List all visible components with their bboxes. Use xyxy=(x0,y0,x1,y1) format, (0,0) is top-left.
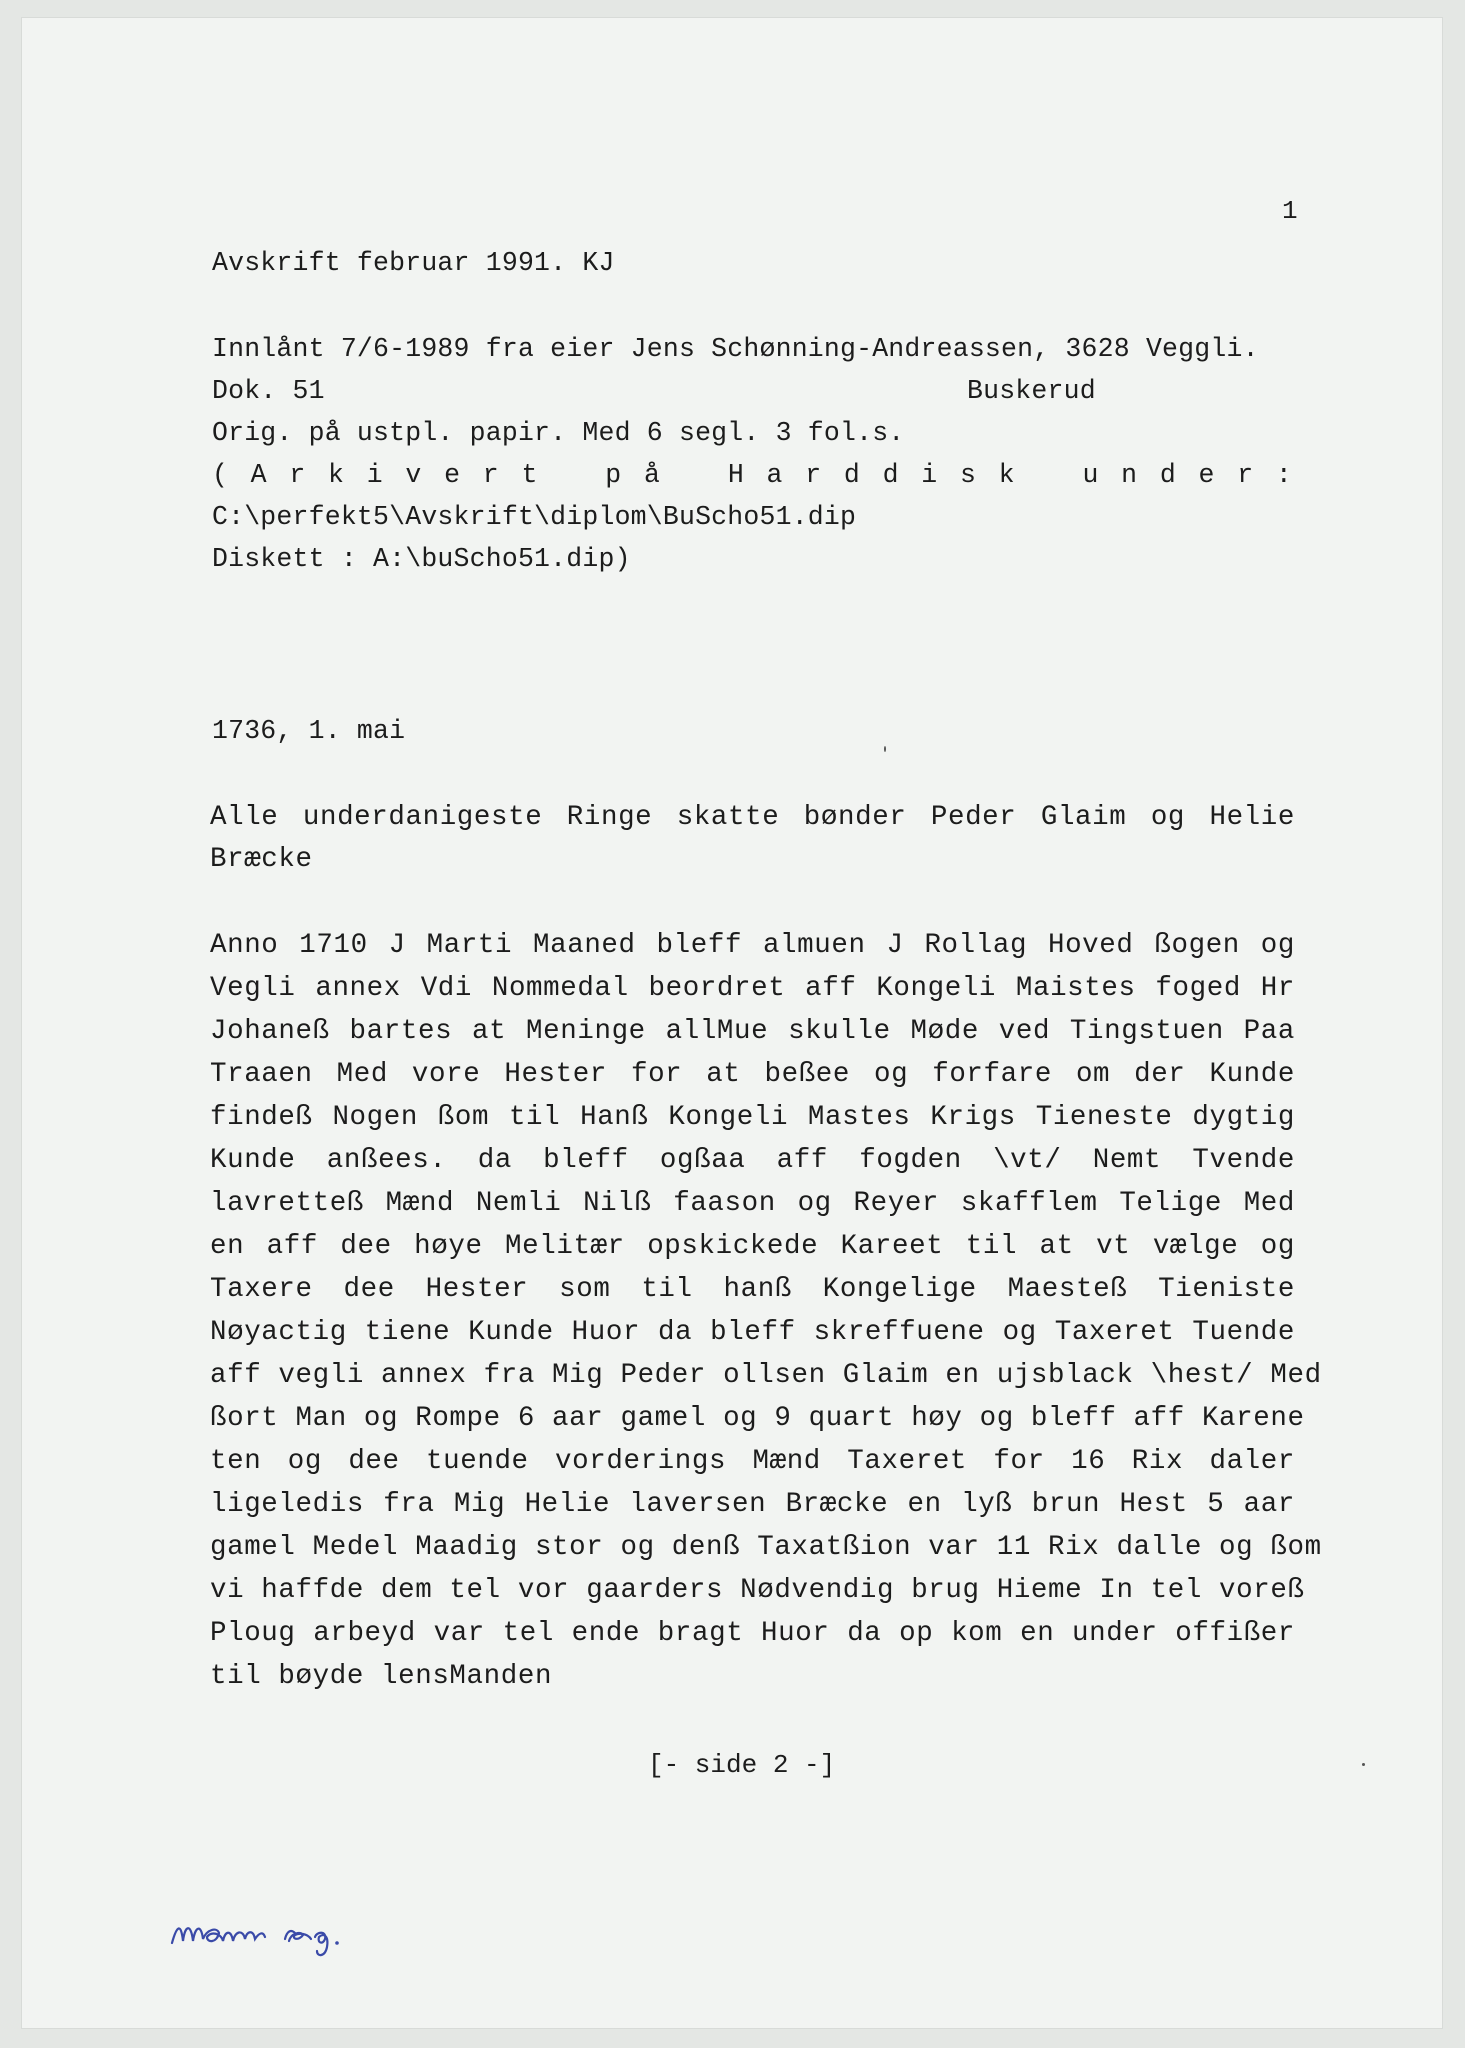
body-line: ligeledis fra Mig Helie laversen Bræcke en lyß brun Hest 5 aar xyxy=(210,1489,1295,1520)
body-line: ßort Man og Rompe 6 aar gamel og 9 quart høy og bleff aff Karene xyxy=(210,1403,1305,1434)
handwritten-annotation xyxy=(167,1903,417,1963)
doc-label: Dok. 51 xyxy=(212,376,325,406)
archive-path: C:\perfekt5\Avskrift\diplom\BuScho51.dip xyxy=(212,502,857,532)
body-line: Johaneß bartes at Meninge allMue skulle Møde ved Tingstuen Paa xyxy=(210,1016,1295,1047)
title-line: Bræcke xyxy=(210,844,313,875)
body-line: aff vegli annex fra Mig Peder ollsen Glaim en ujsblack \hest/ Med xyxy=(210,1360,1322,1391)
body-line: Taxere dee Hester som til hanß Kongelige Maesteß Tieniste xyxy=(210,1274,1295,1305)
body-line: findeß Nogen ßom til Hanß Kongeli Mastes Krigs Tieneste dygtig xyxy=(210,1102,1295,1133)
body-line: vi haffde dem tel vor gaarders Nødvendig brug Hieme In tel voreß xyxy=(210,1575,1305,1606)
orig-line: Orig. på ustpl. papir. Med 6 segl. 3 fol.s. xyxy=(212,418,905,448)
body-line: ten og dee tuende vorderings Mænd Taxeret for 16 Rix daler xyxy=(210,1446,1295,1477)
body-line: Traaen Med vore Hester for at beßee og forfare om der Kunde xyxy=(210,1059,1295,1090)
body-line: lavretteß Mænd Nemli Nilß faason og Reyer skafflem Telige Med xyxy=(210,1188,1295,1219)
transcript-line: Avskrift februar 1991. KJ xyxy=(212,248,615,278)
archived-line: ( A r k i v e r t p å H a r d d i s k u n d e r : xyxy=(212,460,1292,490)
body-line: Kunde anßees. da bleff ogßaa aff fogden \vt/ Nemt Tvende xyxy=(210,1145,1295,1176)
document-date: 1736, 1. mai xyxy=(212,716,406,746)
page-marker: [- side 2 -] xyxy=(648,1750,836,1780)
document-page xyxy=(22,18,1442,2028)
loan-line: Innlånt 7/6-1989 fra eier Jens Schønning-Andreassen, 3628 Veggli. xyxy=(212,334,1259,364)
paper-speck xyxy=(884,746,886,752)
paper-speck xyxy=(1362,1763,1365,1766)
body-line: gamel Medel Maadig stor og denß Taxatßion var 11 Rix dalle og ßom xyxy=(210,1532,1322,1563)
county-label: Buskerud xyxy=(967,376,1096,406)
title-line: Alle underdanigeste Ringe skatte bønder Peder Glaim og Helie xyxy=(210,802,1295,833)
diskette-line: Diskett : A:\buScho51.dip) xyxy=(212,544,631,574)
body-line: Vegli annex Vdi Nommedal beordret aff Kongeli Maistes foged Hr xyxy=(210,973,1295,1004)
body-line: en aff dee høye Melitær opskickede Kareet til at vt vælge og xyxy=(210,1231,1295,1262)
body-line: Nøyactig tiene Kunde Huor da bleff skreffuene og Taxeret Tuende xyxy=(210,1317,1295,1348)
body-line: Anno 1710 J Marti Maaned bleff almuen J Rollag Hoved ßogen og xyxy=(210,930,1295,961)
page-number: 1 xyxy=(1282,196,1298,226)
body-line: Ploug arbeyd var tel ende bragt Huor da op kom en under offißer xyxy=(210,1618,1295,1649)
body-line: til bøyde lensManden xyxy=(210,1661,553,1692)
